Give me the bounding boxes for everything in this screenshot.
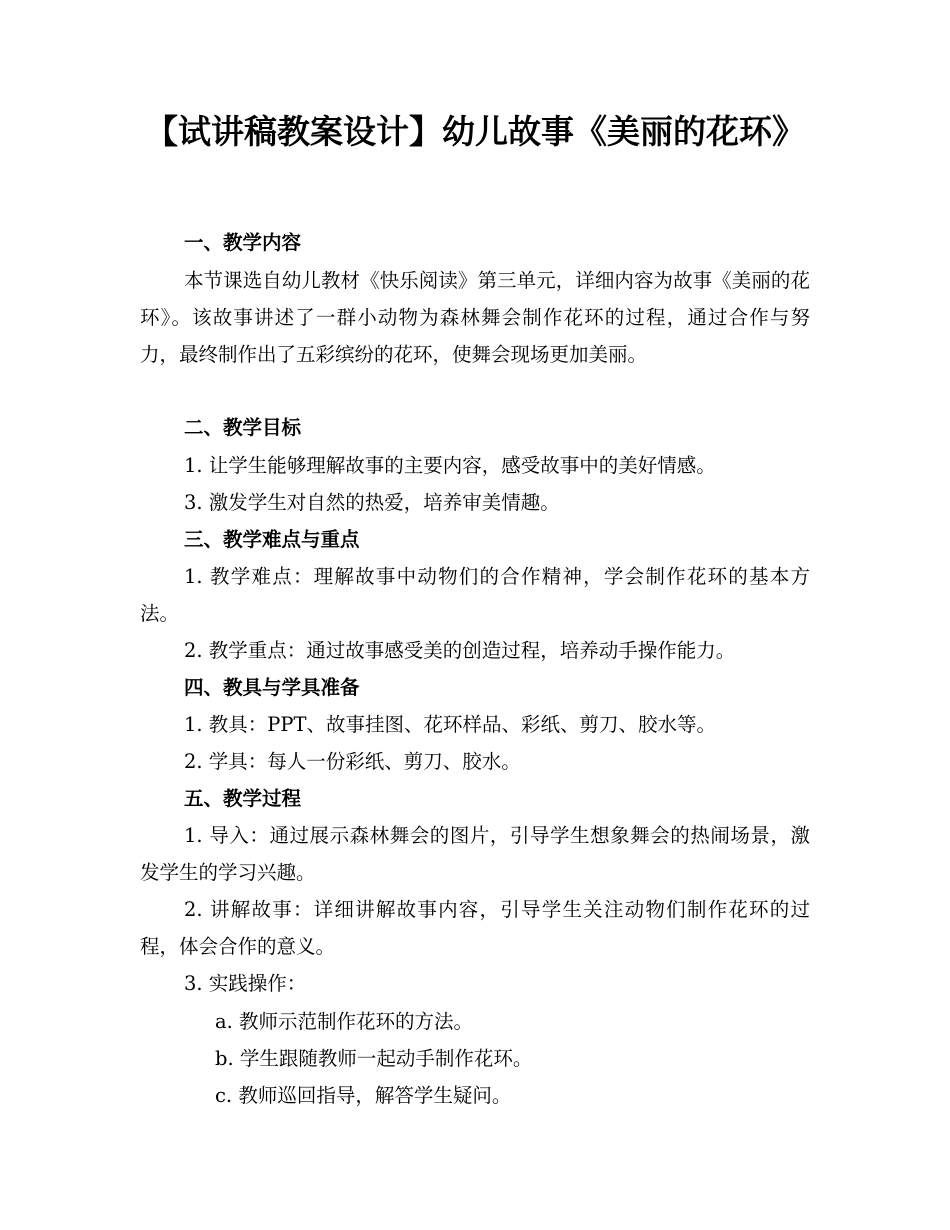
paragraph-practice: 3. 实践操作： <box>184 972 307 995</box>
paragraph-objective-3: 3. 激发学生对自然的热爱，培养审美情趣。 <box>184 491 560 514</box>
paragraph-student-materials: 2. 学具：每人一份彩纸、剪刀、胶水。 <box>184 750 521 773</box>
list-item-follow-along: b. 学生跟随教师一起动手制作花环。 <box>215 1047 533 1070</box>
list-item-demonstration: a. 教师示范制作花环的方法。 <box>215 1010 474 1033</box>
section-heading-objectives: 二、教学目标 <box>184 416 302 439</box>
section-heading-content: 一、教学内容 <box>184 231 302 254</box>
paragraph-key-point: 2. 教学重点：通过故事感受美的创造过程，培养动手操作能力。 <box>184 639 736 662</box>
paragraph-objective-1: 1. 让学生能够理解故事的主要内容，感受故事中的美好情感。 <box>184 454 716 477</box>
paragraph-introduction: 1. 导入：通过展示森林舞会的图片，引导学生想象舞会的热闹场景，激发学生的学习兴趣。 <box>140 824 810 884</box>
section-heading-process: 五、教学过程 <box>184 787 302 810</box>
section-heading-difficulties: 三、教学难点与重点 <box>184 528 360 551</box>
list-item-guidance: c. 教师巡回指导，解答学生疑问。 <box>215 1084 512 1107</box>
paragraph-content: 本节课选自幼儿教材《快乐阅读》第三单元，详细内容为故事《美丽的花环》。该故事讲述了一群小动物为森林舞会制作花环的过程，通过合作与努力，最终制作出了五彩缤纷的花环，使舞会现场更加美丽。 <box>140 269 810 366</box>
section-heading-materials: 四、教具与学具准备 <box>184 676 360 699</box>
document-title: 【试讲稿教案设计】幼儿故事《美丽的花环》 <box>145 112 805 151</box>
paragraph-difficulty: 1. 教学难点：理解故事中动物们的合作精神，学会制作花环的基本方法。 <box>140 565 810 625</box>
paragraph-story-explanation: 2. 讲解故事：详细讲解故事内容，引导学生关注动物们制作花环的过程，体会合作的意义。 <box>140 898 810 958</box>
paragraph-teacher-materials: 1. 教具：PPT、故事挂图、花环样品、彩纸、剪刀、胶水等。 <box>184 713 717 736</box>
